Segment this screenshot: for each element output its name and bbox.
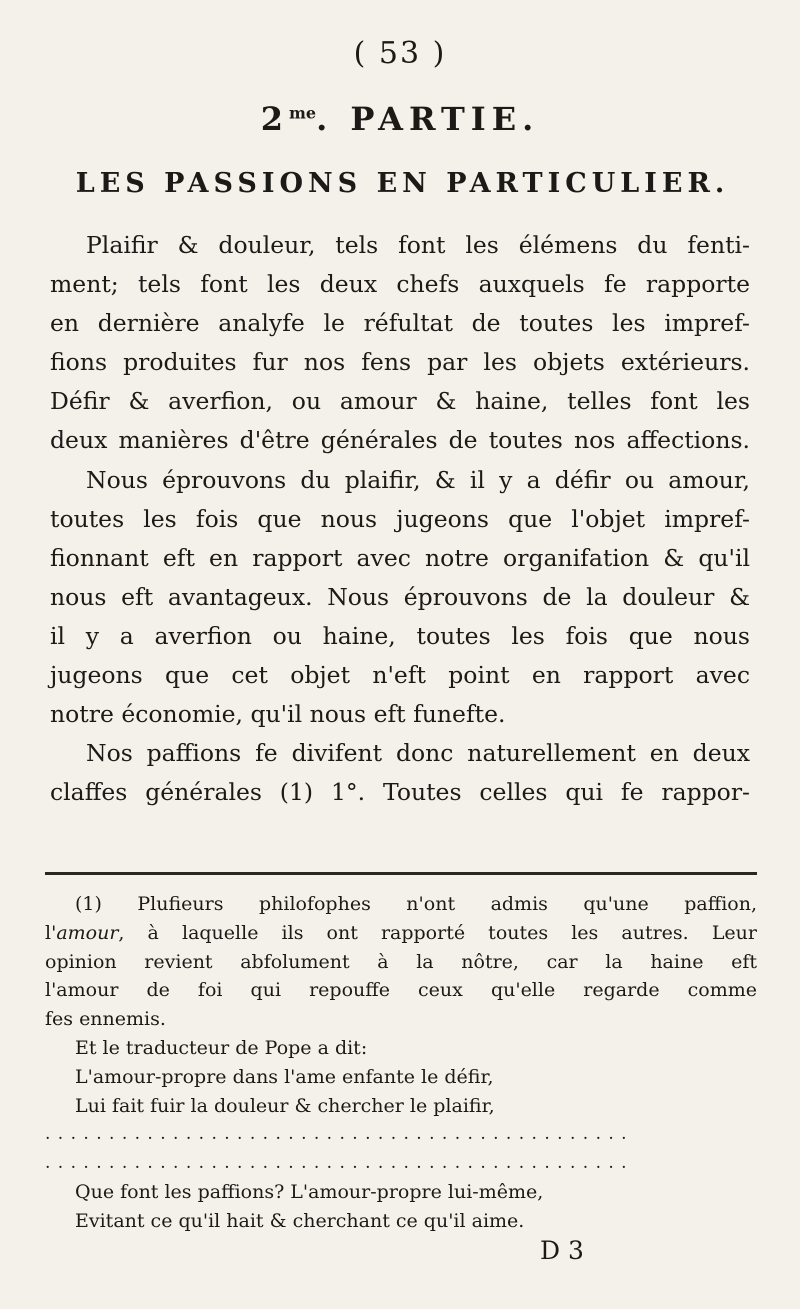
footnote-emphasis: amour [56,921,119,944]
text-line: Nous éprouvons du plaifir, & il y a défir ou amour, [86,465,750,494]
verse-line: Evitant ce qu'il hait & cherchant ce qu'il aime. [75,1209,525,1232]
verse-line: L'amour-propre dans l'ame enfante le défir, [75,1065,494,1088]
footnote-line [45,919,757,948]
part-heading [0,100,800,138]
footnote-text: l' [45,921,57,944]
text-line: deux manières d'être générales de toutes nos affections. [50,426,750,455]
footnote-line: Et le traducteur de Pope a dit: [75,1036,368,1059]
verse-line: Que font les paffions? L'amour-propre lui-même, [75,1180,544,1203]
main-text [50,226,750,812]
verse-line: Lui fait fuir la douleur & chercher le plaifir, [75,1094,495,1117]
page-number: ( 53 ) [353,36,447,71]
footnote-line: (1) Plufieurs philofophes n'ont admis qu'une paffion, [75,893,757,915]
text-line: claffes générales (1) 1°. Toutes celles qui fe rappor- [50,778,750,807]
ellipsis-dots: .............................................. [45,1153,634,1174]
part-label: . PARTIE. [316,100,540,138]
text-line: toutes les fois que nous jugeons que l'objet impref- [50,504,750,533]
ellipsis-dots: .............................................. [45,1124,634,1145]
footnote [45,890,757,1236]
footnote-text: , à laquelle ils ont rapporté toutes les autres. Leur [118,921,757,944]
text-line: Défir & averfion, ou amour & haine, telles font les [50,387,750,416]
text-line: il y a averfion ou haine, toutes les fois que nous [50,621,750,650]
footnote-line: fes ennemis. [45,1008,166,1031]
text-line: nous eft avantageux. Nous éprouvons de la douleur & [50,582,750,611]
text-line: en dernière analyfe le réfultat de toutes les impref- [50,309,750,338]
signature-mark: D 3 [540,1236,584,1265]
text-line: jugeons que cet objet n'eft point en rapport avec [50,661,750,690]
footnote-separator [45,872,757,875]
footnote-line: l'amour de foi qui repouffe ceux qu'elle regarde comme [45,979,757,1002]
part-number-suffix: me [288,103,317,123]
footnote-line: opinion revient abfolument à la nôtre, car la haine eft [45,950,757,973]
text-line: Plaifir & douleur, tels font les élémens du fenti- [86,231,750,259]
section-heading: LES PASSIONS EN PARTICULIER. [75,168,730,199]
text-line: Nos paffions fe divifent donc naturellement en deux [86,739,750,768]
text-line: ment; tels font les deux chefs auxquels fe rapporte [50,270,750,299]
text-line: fions produites fur nos fens par les objets extérieurs. [50,348,750,377]
part-number: 2 [260,100,289,138]
text-line: fionnant eft en rapport avec notre organifation & qu'il [50,543,750,572]
text-line: notre économie, qu'il nous eft funefte. [50,700,506,729]
